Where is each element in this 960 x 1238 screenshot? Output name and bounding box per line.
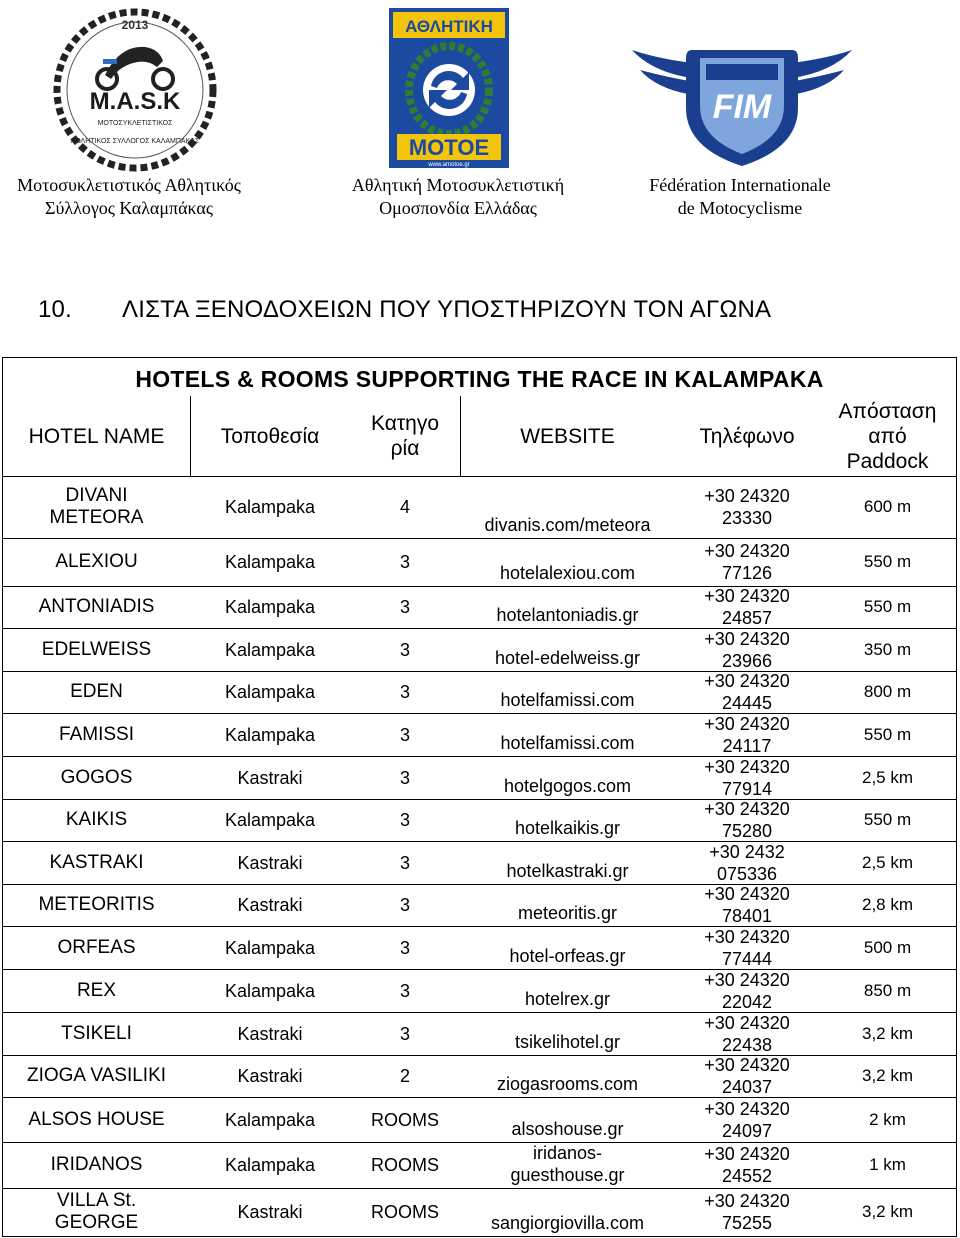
fim-badge-text: FIM: [712, 88, 772, 126]
cell-website[interactable]: [460, 926, 675, 969]
cell-website-text: hotelantoniadis.gr: [496, 605, 639, 625]
cell-phone-text: +30 24320: [704, 1012, 790, 1033]
cell-website-text: tsikelihotel.gr: [514, 1032, 621, 1052]
cell-distance: [819, 1188, 956, 1236]
cell-phone: [675, 476, 819, 538]
cell-name-text: KASTRAKI: [49, 851, 144, 873]
amotoe-logo: [389, 8, 509, 168]
cell-website-text: alsoshouse.gr: [511, 1119, 624, 1139]
cell-distance-text: 500 m: [863, 937, 912, 957]
header-phone: Τηλέφωνο: [699, 424, 795, 448]
cell-name: [3, 1055, 190, 1097]
cell-name-text: GOGOS: [60, 766, 133, 788]
cell-phone: [675, 628, 819, 671]
header-hotel-name: HOTEL NAME: [28, 424, 165, 448]
cell-phone-text: +30 24320: [704, 756, 790, 777]
amotoe-badge-text: ΜΟΤΟΕ: [408, 135, 490, 160]
cell-category: [350, 1055, 460, 1097]
cell-name: [3, 713, 190, 756]
cell-category-text: ROOMS: [370, 1109, 439, 1130]
cell-phone-text: +30 24320: [704, 628, 790, 649]
cell-name-text: EDEN: [70, 681, 123, 702]
cell-category-text: 3: [399, 937, 410, 958]
cell-distance: [819, 841, 956, 884]
cell-website[interactable]: [460, 1142, 675, 1188]
header-website: WEBSITE: [520, 424, 615, 448]
cell-name: [3, 1097, 190, 1142]
cell-distance: [819, 969, 956, 1012]
cell-location-text: Kastraki: [237, 767, 303, 788]
cell-location: [190, 969, 350, 1012]
cell-location: [190, 926, 350, 969]
cell-name-text: EDELWEISS: [41, 638, 152, 660]
amotoe-caption-line1: Αθλητική Μοτοσυκλετιστική: [351, 175, 565, 195]
cell-name: [3, 628, 190, 671]
cell-category-text: 3: [399, 767, 410, 788]
mask-badge-text: M.A.S.K: [89, 88, 181, 115]
cell-location: [190, 476, 350, 538]
cell-phone-text: 22438: [721, 1034, 773, 1055]
cell-name: [3, 926, 190, 969]
mask-logo: [45, 5, 225, 175]
cell-phone-text: 75280: [721, 821, 773, 841]
cell-location: [190, 841, 350, 884]
amotoe-url-text: www.amotoe.gr: [428, 162, 470, 168]
mask-caption: [0, 174, 258, 220]
cell-location: [190, 671, 350, 713]
cell-category-text: 3: [399, 810, 410, 830]
cell-name: [3, 1188, 190, 1236]
cell-location-text: Kalampaka: [224, 937, 316, 958]
amotoe-caption: [318, 174, 598, 220]
cell-location-text: Kalampaka: [224, 597, 316, 617]
header-category: [350, 396, 460, 476]
cell-website-text: meteoritis.gr: [517, 903, 618, 923]
cell-website[interactable]: [460, 756, 675, 799]
cell-distance-text: 1 km: [869, 1155, 906, 1174]
cell-distance-text: 2 km: [869, 1109, 906, 1129]
header-distance: [819, 396, 956, 476]
cell-name-text: IRIDANOS: [50, 1154, 143, 1175]
cell-phone-text: 075336: [716, 863, 778, 884]
header-divider-2: [460, 396, 461, 476]
cell-distance-text: 550 m: [863, 724, 912, 744]
cell-location-text: Kastraki: [237, 895, 303, 915]
cell-location-text: Kalampaka: [224, 1155, 316, 1175]
mask-year-text: 2013: [121, 18, 149, 32]
cell-distance: [819, 538, 956, 586]
header-distance-line3: Paddock: [846, 449, 929, 473]
cell-name-text: ZIOGA VASILIKI: [26, 1065, 167, 1086]
cell-location-text: Kalampaka: [224, 810, 316, 830]
cell-location: [190, 799, 350, 841]
hotels-table: [2, 357, 957, 1237]
cell-location-text: Kalampaka: [224, 1109, 316, 1130]
mask-caption-line1: Μοτοσυκλετιστικός Αθλητικός: [17, 175, 241, 195]
fim-caption-line2: de Motocyclisme: [677, 198, 803, 218]
cell-distance: [819, 1055, 956, 1097]
cell-distance-text: 850 m: [863, 980, 912, 1000]
cell-website-text: guesthouse.gr: [510, 1165, 625, 1185]
cell-distance: [819, 756, 956, 799]
cell-name: [3, 884, 190, 926]
cell-name: [3, 1142, 190, 1188]
cell-location-text: Kalampaka: [224, 980, 316, 1001]
cell-phone-text: +30 24320: [704, 969, 790, 990]
cell-category-text: 3: [399, 895, 410, 915]
cell-location: [190, 586, 350, 628]
cell-website-text: hotel-orfeas.gr: [509, 946, 626, 966]
cell-website[interactable]: [460, 713, 675, 756]
cell-phone-text: +30 24320: [704, 713, 790, 734]
cell-website-text: hotelalexiou.com: [499, 563, 636, 583]
cell-phone-text: +30 24320: [704, 884, 790, 904]
cell-category-text: 4: [399, 497, 410, 517]
cell-website-text: hotelrex.gr: [524, 989, 611, 1009]
cell-name-text: DIVANI: [65, 485, 128, 506]
cell-location-text: Kastraki: [237, 1202, 303, 1222]
cell-phone: [675, 671, 819, 713]
cell-location-text: Kalampaka: [224, 552, 316, 572]
cell-category: [350, 671, 460, 713]
cell-phone-text: 24117: [722, 735, 772, 756]
cell-phone-text: 77126: [721, 563, 773, 583]
cell-location: [190, 1142, 350, 1188]
cell-distance-text: 2,8 km: [861, 895, 914, 914]
cell-name-text: METEORA: [49, 507, 144, 528]
cell-website[interactable]: [460, 671, 675, 713]
cell-distance: [819, 926, 956, 969]
cell-distance-text: 2,5 km: [861, 852, 914, 872]
cell-distance-text: 800 m: [863, 682, 912, 701]
cell-phone: [675, 1055, 819, 1097]
cell-name-text: TSIKELI: [61, 1022, 132, 1044]
cell-distance-text: 3,2 km: [861, 1202, 914, 1221]
header-divider-1: [190, 396, 191, 476]
cell-website[interactable]: [460, 841, 675, 884]
fim-caption-line1: Fédération Internationale: [649, 175, 831, 195]
cell-category: [350, 1142, 460, 1188]
cell-name: [3, 756, 190, 799]
cell-name-text: GEORGE: [54, 1212, 139, 1233]
cell-distance: [819, 1012, 956, 1055]
cell-location-text: Kastraki: [237, 1023, 303, 1044]
cell-category: [350, 586, 460, 628]
cell-name-text: FAMISSI: [59, 723, 134, 745]
cell-phone-text: 78401: [721, 906, 773, 926]
cell-distance-text: 550 m: [863, 810, 912, 829]
cell-phone-text: +30 24320: [704, 1144, 790, 1164]
section-heading: [38, 296, 771, 324]
cell-phone: [675, 538, 819, 586]
cell-location: [190, 628, 350, 671]
cell-website[interactable]: [460, 476, 675, 538]
cell-distance: [819, 884, 956, 926]
cell-location-text: Kalampaka: [224, 639, 316, 660]
cell-category-text: ROOMS: [370, 1202, 439, 1222]
cell-distance-text: 550 m: [863, 552, 912, 571]
cell-category: [350, 628, 460, 671]
header-location: Τοποθεσία: [220, 424, 320, 448]
cell-phone: [675, 799, 819, 841]
cell-website[interactable]: [460, 1097, 675, 1142]
cell-category-text: 3: [399, 980, 410, 1001]
fim-caption: [620, 174, 860, 220]
cell-phone-text: +30 24320: [704, 926, 790, 947]
cell-category-text: 2: [399, 1066, 410, 1086]
cell-phone-text: +30 24320: [704, 671, 790, 691]
cell-website-text: ziogasrooms.com: [496, 1074, 639, 1094]
amotoe-top-text: ΑΘΛΗΤΙΚΗ: [405, 17, 493, 36]
cell-distance: [819, 1097, 956, 1142]
cell-category-text: 3: [399, 597, 410, 617]
cell-name-text: VILLA St.: [56, 1190, 137, 1211]
cell-category: [350, 926, 460, 969]
cell-category-text: 3: [399, 639, 410, 660]
cell-phone-text: +30 24320: [704, 1098, 790, 1119]
cell-distance-text: 2,5 km: [861, 767, 914, 787]
cell-category: [350, 713, 460, 756]
cell-distance-text: 3,2 km: [861, 1066, 914, 1085]
cell-category: [350, 1012, 460, 1055]
cell-category: [350, 756, 460, 799]
cell-name-text: ORFEAS: [57, 936, 136, 958]
cell-phone-text: +30 24320: [704, 1055, 790, 1075]
cell-distance: [819, 586, 956, 628]
cell-phone-text: 24445: [721, 693, 773, 713]
mask-caption-line2: Σύλλογος Καλαμπάκας: [45, 198, 213, 218]
section-number: 10.: [38, 296, 72, 323]
cell-name-text: ALEXIOU: [55, 551, 138, 572]
cell-distance-text: 600 m: [863, 497, 912, 516]
cell-name: [3, 671, 190, 713]
cell-distance-text: 3,2 km: [861, 1023, 914, 1043]
cell-category-text: 3: [399, 682, 410, 702]
cell-phone-text: +30 24320: [704, 586, 790, 606]
fim-logo: [622, 30, 862, 170]
cell-website[interactable]: [460, 1188, 675, 1236]
cell-phone: [675, 969, 819, 1012]
cell-distance-text: 350 m: [863, 639, 912, 659]
cell-phone-text: +30 24320: [704, 541, 790, 561]
cell-name: [3, 969, 190, 1012]
cell-website-text: hotelgogos.com: [503, 776, 632, 796]
cell-location: [190, 538, 350, 586]
cell-website[interactable]: [460, 1055, 675, 1097]
cell-category-text: 3: [399, 552, 410, 572]
cell-website-text: hotelfamissi.com: [500, 733, 635, 753]
cell-website-text: hotelfamissi.com: [500, 690, 635, 710]
cell-phone: [675, 1012, 819, 1055]
cell-distance: [819, 476, 956, 538]
mask-ring-text: ΑΘΛΗΤΙΚΟΣ ΣΥΛΛΟΓΟΣ ΚΑΛΑΜΠΑΚΑΣ: [70, 138, 200, 145]
cell-phone-text: +30 24320: [704, 486, 790, 506]
cell-phone: [675, 1142, 819, 1188]
amotoe-caption-line2: Ομοσπονδία Ελλάδας: [379, 198, 537, 218]
cell-website[interactable]: [460, 969, 675, 1012]
cell-phone: [675, 841, 819, 884]
cell-website-text: hotelkastraki.gr: [506, 861, 629, 881]
mask-badge-subtext: ΜΟΤΟΣΥΚΛΕΤΙΣΤΙΚΟΣ: [97, 120, 173, 127]
header-category-line2: ρία: [390, 437, 420, 460]
cell-location: [190, 1012, 350, 1055]
cell-phone-text: 24552: [721, 1166, 773, 1186]
cell-distance: [819, 713, 956, 756]
header-distance-line1: Απόσταση: [838, 399, 937, 423]
cell-phone-text: 75255: [721, 1213, 773, 1233]
cell-location-text: Kalampaka: [224, 682, 316, 702]
cell-name: [3, 476, 190, 538]
cell-location-text: Kalampaka: [224, 724, 316, 745]
cell-distance: [819, 799, 956, 841]
cell-location: [190, 1055, 350, 1097]
table-title: HOTELS & ROOMS SUPPORTING THE RACE IN KALAMPAKA: [135, 366, 824, 392]
header-category-line1: Κατηγο: [370, 412, 440, 435]
cell-phone: [675, 756, 819, 799]
cell-phone: [675, 1188, 819, 1236]
cell-website[interactable]: [460, 799, 675, 841]
cell-location: [190, 884, 350, 926]
cell-location-text: Kastraki: [237, 852, 303, 873]
cell-category: [350, 969, 460, 1012]
cell-category: [350, 799, 460, 841]
cell-phone-text: 24097: [721, 1120, 773, 1141]
cell-distance: [819, 1142, 956, 1188]
cell-location: [190, 756, 350, 799]
cell-category-text: ROOMS: [370, 1155, 439, 1175]
cell-phone: [675, 884, 819, 926]
cell-location: [190, 713, 350, 756]
cell-category: [350, 884, 460, 926]
cell-category-text: 3: [399, 852, 410, 873]
cell-category: [350, 1188, 460, 1236]
cell-website-text: hotel-edelweiss.gr: [494, 648, 641, 668]
header-distance-line2: από: [868, 424, 907, 448]
cell-website[interactable]: [460, 884, 675, 926]
cell-phone-text: 23966: [721, 650, 773, 671]
cell-location: [190, 1097, 350, 1142]
cell-name-text: ANTONIADIS: [38, 596, 155, 617]
cell-phone-text: 22042: [721, 991, 773, 1012]
cell-name: [3, 799, 190, 841]
cell-name: [3, 586, 190, 628]
cell-name: [3, 841, 190, 884]
section-title: ΛΙΣΤΑ ΞΕΝΟΔΟΧΕΙΩΝ ΠΟΥ ΥΠΟΣΤΗΡΙΖΟΥΝ ΤΟΝ ΑΓΩΝΑ: [122, 296, 772, 323]
cell-name-text: KAIKIS: [65, 809, 128, 830]
cell-category: [350, 538, 460, 586]
cell-location: [190, 1188, 350, 1236]
cell-name-text: REX: [76, 979, 117, 1001]
cell-phone-text: 24037: [721, 1077, 773, 1097]
cell-category: [350, 1097, 460, 1142]
cell-website-text: divanis.com/meteora: [484, 515, 651, 535]
cell-website-text: hotelkaikis.gr: [514, 818, 621, 838]
cell-distance: [819, 671, 956, 713]
cell-name-text: ALSOS HOUSE: [28, 1108, 165, 1130]
cell-name-text: METEORITIS: [38, 894, 155, 915]
cell-distance-text: 550 m: [863, 597, 912, 616]
cell-phone: [675, 1097, 819, 1142]
cell-website-text: iridanos-: [532, 1143, 603, 1163]
cell-location-text: Kastraki: [237, 1066, 303, 1086]
cell-website[interactable]: [460, 1012, 675, 1055]
cell-website[interactable]: [460, 628, 675, 671]
cell-distance: [819, 628, 956, 671]
cell-phone-text: 23330: [721, 508, 773, 528]
cell-category: [350, 841, 460, 884]
cell-category-text: 3: [399, 1023, 410, 1044]
cell-phone: [675, 713, 819, 756]
cell-category: [350, 476, 460, 538]
cell-name: [3, 538, 190, 586]
cell-phone-text: 77914: [721, 778, 773, 799]
cell-website[interactable]: [460, 538, 675, 586]
cell-phone-text: 77444: [721, 948, 773, 969]
cell-phone-text: +30 24320: [704, 799, 790, 819]
cell-website[interactable]: [460, 586, 675, 628]
cell-phone-text: +30 2432: [709, 841, 785, 862]
cell-phone-text: 24857: [721, 608, 773, 628]
cell-phone-text: +30 24320: [704, 1191, 790, 1211]
cell-category-text: 3: [399, 724, 410, 745]
cell-website-text: sangiorgiovilla.com: [490, 1213, 645, 1233]
cell-location-text: Kalampaka: [224, 497, 316, 517]
cell-phone: [675, 926, 819, 969]
cell-phone: [675, 586, 819, 628]
cell-name: [3, 1012, 190, 1055]
